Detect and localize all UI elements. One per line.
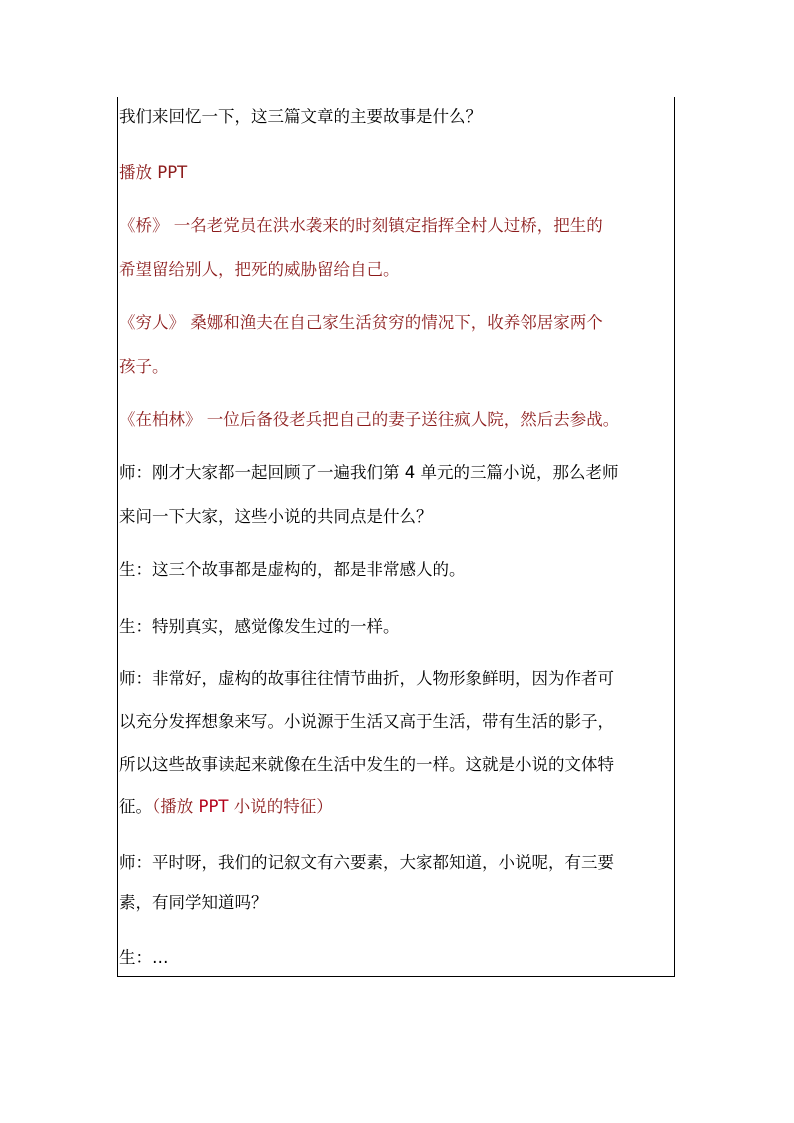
teacher-question-line-2: 来问一下大家，这些小说的共同点是什么？: [119, 507, 433, 526]
story-poor-line-1: 《穷人》 桑娜和渔夫在自己家生活贫穷的情况下，收养邻居家两个: [119, 313, 603, 332]
play-ppt-note: 播放 PPT: [119, 163, 188, 182]
teacher-explain-line-3: 所以这些故事读起来就像在生活中发生的一样。这就是小说的文体特: [119, 755, 614, 774]
story-poor-line-2: 孩子。: [119, 357, 169, 376]
question-recall-stories: 我们来回忆一下，这三篇文章的主要故事是什么？: [119, 107, 482, 126]
teacher-explain-end: 征。: [119, 797, 152, 816]
teacher-explain-line-1: 师：非常好，虚构的故事往往情节曲折，人物形象鲜明，因为作者可: [119, 669, 614, 688]
ppt-note-open: （播放: [152, 797, 199, 816]
story-berlin-line: 《在柏林》 一位后备役老兵把自己的妻子送往疯人院，然后去参战。: [119, 410, 620, 429]
teacher-elements-line-1: 师：平时呀，我们的记叙文有六要素，大家都知道，小说呢，有三要: [119, 853, 614, 872]
teacher-explain-line-4: [119, 797, 333, 817]
student-answer-2: 生：特别真实，感觉像发生过的一样。: [119, 617, 400, 636]
ppt-label: PPT: [198, 797, 229, 816]
teacher-elements-line-2: 素，有同学知道吗？: [119, 893, 268, 912]
student-ellipsis: 生：…: [119, 948, 169, 967]
teacher-question-line-1: 师：刚才大家都一起回顾了一遍我们第 4 单元的三篇小说，那么老师: [119, 463, 619, 482]
story-bridge-line-2: 希望留给别人，把死的威胁留给自己。: [119, 260, 400, 279]
ppt-note-close: 小说的特征）: [228, 797, 333, 816]
teacher-explain-line-2: 以充分发挥想象来写。小说源于生活又高于生活，带有生活的影子，: [119, 712, 614, 731]
story-bridge-line-1: 《桥》 一名老党员在洪水袭来的时刻镇定指挥全村人过桥，把生的: [119, 216, 603, 235]
student-answer-1: 生：这三个故事都是虚构的，都是非常感人的。: [119, 560, 466, 579]
